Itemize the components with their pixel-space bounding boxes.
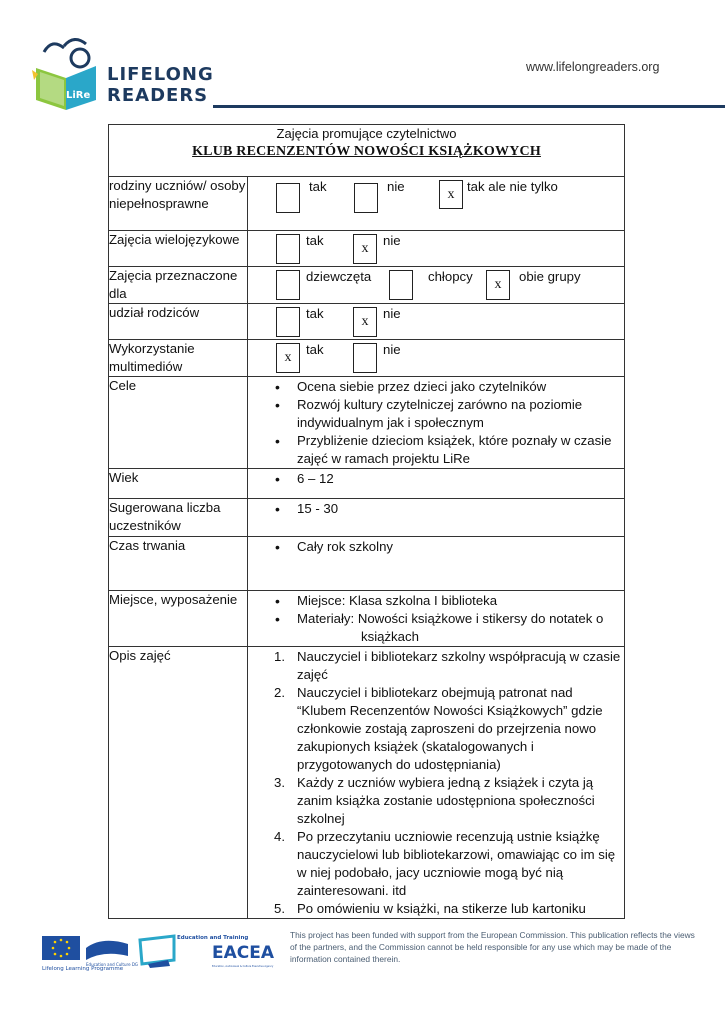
duration-cell (248, 537, 625, 591)
list-item-text: Materiały: Nowości książkowe i stikersy do notatek o (297, 611, 604, 626)
book-reader-logo-icon (30, 30, 110, 112)
checkbox-tak[interactable] (276, 183, 300, 213)
row-label-multimedia: Wykorzystanie multimediów (109, 340, 248, 377)
logo-wordmark (107, 64, 214, 106)
option-label: chłopcy (428, 269, 473, 284)
doc-title: KLUB RECENZENTÓW NOWOŚCI KSIĄŻKOWYCH (192, 144, 541, 159)
logo-book-text: LiRe (66, 90, 91, 101)
options-families (248, 177, 625, 231)
funding-disclaimer: This project has been funded with support from the European Commission. This publication reflects the views of the partners, and the Commission cannot be held responsible for any use which may be made of the information contained therein. (290, 930, 695, 964)
checkbox-tak[interactable] (276, 234, 300, 264)
option-label: nie (383, 306, 401, 321)
option-label: nie (387, 179, 405, 194)
age-value: • 6 – 12 (248, 470, 624, 488)
row-label-participants: Sugerowana liczba uczestników (109, 499, 248, 537)
duration-value: • Cały rok szkolny (248, 538, 624, 556)
row-label-place: Miejsce, wyposażenie (109, 591, 248, 647)
et-label: Education and Training (177, 935, 249, 941)
option-label: nie (383, 342, 401, 357)
option-label: tak (306, 233, 324, 248)
step-item: 3. Każdy z uczniów wybiera jedną z książek i czyta ją zanim książka zostanie udostępniona społeczności szkolnej (274, 775, 595, 826)
step-item: 4. Po przeczytaniu uczniowie recenzują ustnie książkę nauczycielowi lub bibliotekarzowi, omawiając co im się w niej podobało, jacy uczniowie mogą być nią zainteresowani. itd (274, 829, 616, 898)
checkbox-dziewczeta[interactable] (276, 270, 300, 300)
description-steps (248, 648, 624, 918)
goals-list (248, 378, 624, 468)
eacea-sub: Education, Audiovisual & Culture Executive Agency (212, 965, 274, 968)
logo-word-2: READERS (107, 85, 209, 106)
row-label-families: rodziny uczniów/ osoby niepełnosprawne (109, 177, 248, 231)
row-label-goals: Cele (109, 377, 248, 469)
title-cell (109, 125, 625, 177)
row-label-parents: udział rodziców (109, 304, 248, 340)
checkbox-tak-ale-nie-tylko[interactable]: x (439, 180, 463, 209)
options-multilingual (248, 231, 625, 267)
option-label: obie grupy (519, 269, 581, 284)
row-label-multilingual: Zajęcia wielojęzykowe (109, 231, 248, 267)
goals-cell (248, 377, 625, 469)
checkbox-nie[interactable]: x (353, 307, 377, 337)
checkbox-obie-grupy[interactable]: x (486, 270, 510, 300)
options-target-group (248, 267, 625, 304)
age-cell (248, 469, 625, 499)
participants-cell (248, 499, 625, 537)
logo-word-1: LIFELONG (107, 64, 214, 85)
option-label: dziewczęta (306, 269, 372, 284)
checkbox-chlopcy[interactable] (389, 270, 413, 300)
list-item: • Ocena siebie przez dzieci jako czytelników (248, 378, 624, 396)
option-label: nie (383, 233, 401, 248)
place-cell (248, 591, 625, 647)
row-label-description: Opis zajęć (109, 647, 248, 919)
list-item: • Rozwój kultury czytelniczej zarówno na poziomie indywidualnym jak i społecznym (248, 396, 624, 432)
options-multimedia (248, 340, 625, 377)
list-item (248, 610, 624, 628)
activity-form-table (108, 124, 625, 919)
checkbox-tak[interactable]: x (276, 343, 300, 373)
llp-label: Lifelong Learning Programme (42, 966, 124, 972)
website-url[interactable]: www.lifelongreaders.org (526, 60, 660, 74)
step-item: 1. Nauczyciel i bibliotekarz szkolny współpracują w czasie zajęć (274, 649, 621, 682)
checkbox-tak[interactable] (276, 307, 300, 337)
option-label: tak (309, 179, 327, 194)
participants-value: • 15 - 30 (248, 500, 624, 518)
options-parents (248, 304, 625, 340)
description-cell (248, 647, 625, 919)
option-label: tak (306, 306, 324, 321)
row-label-age: Wiek (109, 469, 248, 499)
place-list (248, 592, 624, 628)
doc-subtitle: Zajęcia promujące czytelnictwo (276, 126, 457, 141)
checkbox-nie[interactable] (353, 343, 377, 373)
list-item-continuation: książkach (361, 629, 419, 644)
row-label-duration: Czas trwania (109, 537, 248, 591)
option-label: tak (306, 342, 324, 357)
header-divider (213, 105, 725, 108)
footer-logos (42, 930, 277, 980)
step-item: 5. Po omówieniu w książki, na stikerze lub kartoniku (274, 901, 586, 916)
list-item: • Przybliżenie dzieciom książek, które poznały w czasie zajęć w ramach projektu LiRe (248, 432, 624, 468)
eacea-label: EACEA (212, 943, 275, 963)
eu-program-logos-icon (42, 930, 277, 980)
row-label-target-group: Zajęcia przeznaczone dla (109, 267, 248, 304)
checkbox-nie[interactable] (354, 183, 378, 213)
option-label: tak ale nie tylko (467, 179, 558, 194)
list-item: • Miejsce: Klasa szkolna I biblioteka (248, 592, 624, 610)
eac-label: Education and Culture DG (86, 962, 138, 967)
checkbox-nie[interactable]: x (353, 234, 377, 264)
step-item: 2. Nauczyciel i bibliotekarz obejmują patronat nad “Klubem Recenzentów Nowości Książkowych” gdzie członkowie zostają zaproszeni do przejrzenia nowo zakupionych książek (skatalogowanych i przygotowanych do udostępniania) (274, 685, 603, 772)
